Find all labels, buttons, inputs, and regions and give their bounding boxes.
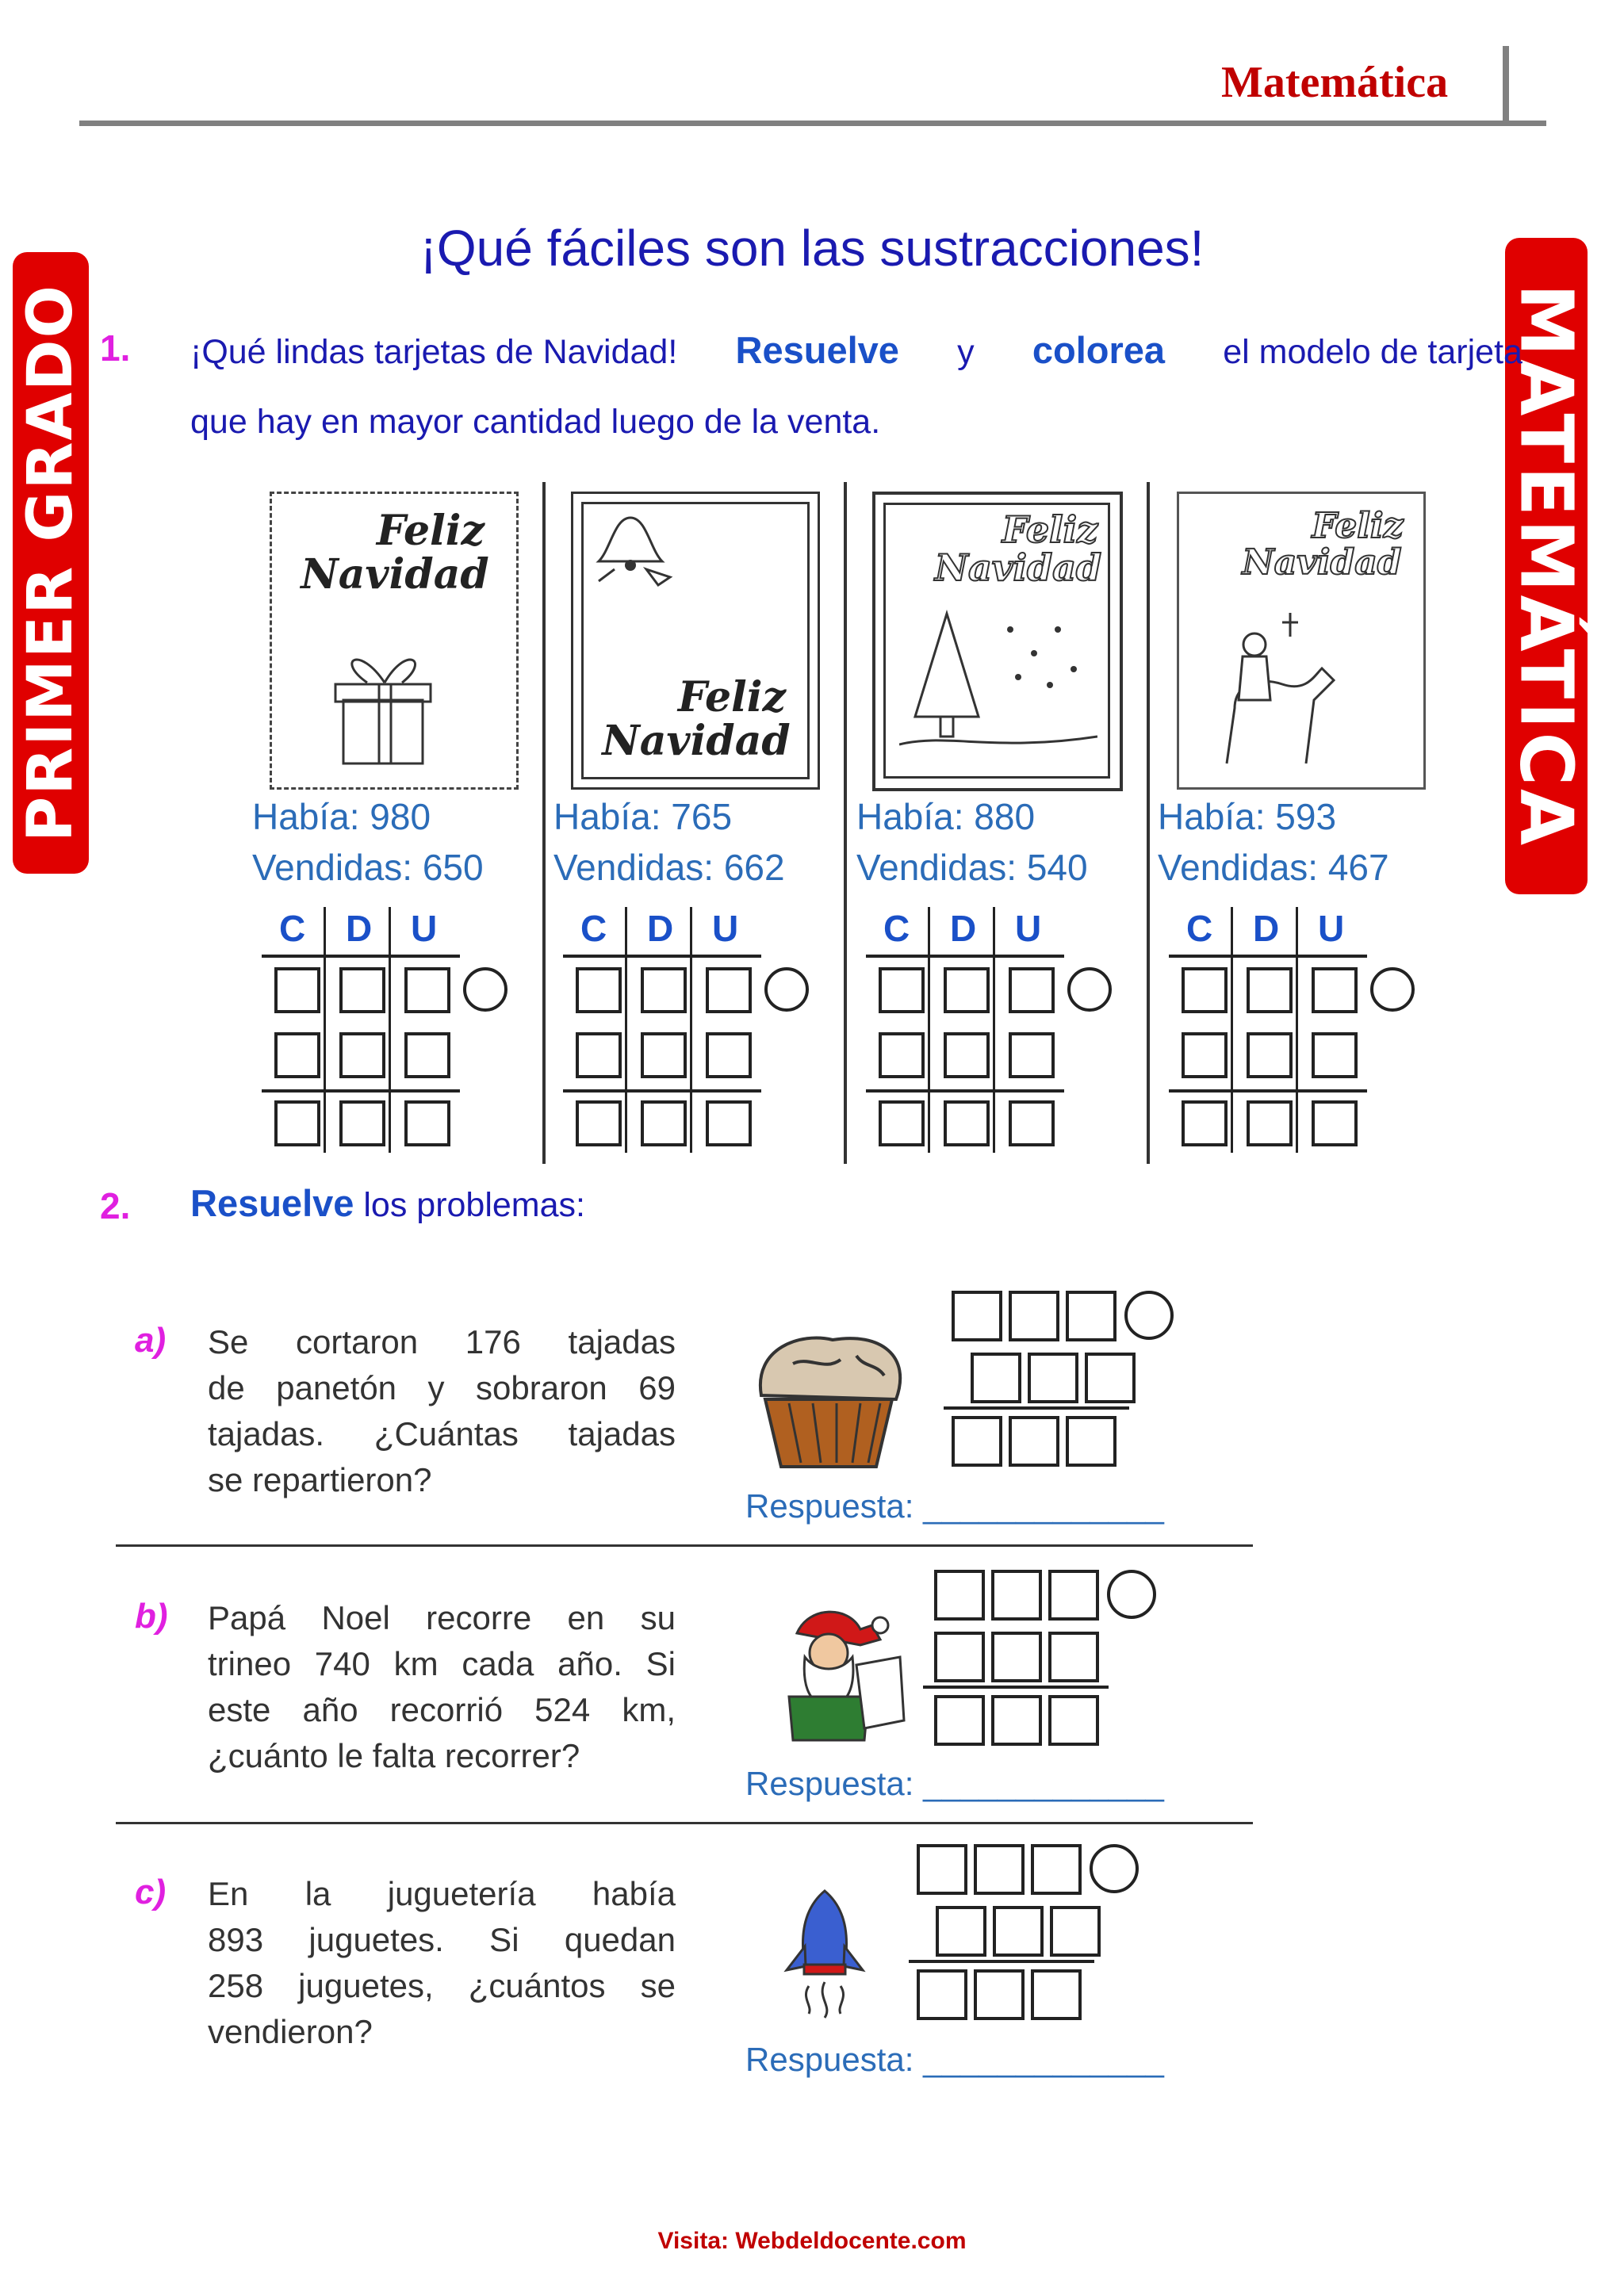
- question-1-rest-2: que hay en mayor cantidad luego de la venta.: [190, 403, 881, 441]
- problem-separator: [116, 1822, 1253, 1824]
- problem-a-line: Se cortaron 176 tajadas: [208, 1323, 676, 1360]
- grid-column-line: [324, 907, 326, 1153]
- hundreds-label: C: [1186, 908, 1213, 949]
- operator-circle[interactable]: [463, 967, 508, 1012]
- answer-box[interactable]: [404, 1032, 450, 1078]
- operator-circle[interactable]: [764, 967, 809, 1012]
- answer-box[interactable]: [1312, 1100, 1358, 1146]
- side-banner-grade: [13, 252, 89, 874]
- problem-separator: [116, 1544, 1253, 1547]
- question-2-rest: los problemas:: [363, 1186, 585, 1224]
- answer-box[interactable]: [576, 1032, 622, 1078]
- card-3-had: Había: 880: [856, 796, 1036, 837]
- problem-b-text: [208, 1595, 676, 1779]
- answer-box[interactable]: [1028, 1353, 1078, 1403]
- answer-box[interactable]: [339, 967, 385, 1013]
- card-separator: [844, 482, 847, 1164]
- units-label: U: [712, 908, 739, 949]
- grid-column-line: [1231, 907, 1233, 1153]
- question-1-keyword-color: colorea: [1032, 329, 1166, 371]
- grid-column-line: [993, 907, 995, 1153]
- card-2-greeting: [589, 673, 803, 765]
- answer-box[interactable]: [1009, 1032, 1055, 1078]
- problem-b-line: Papá Noel recorre en su: [208, 1599, 676, 1636]
- card-4-sold: Vendidas: 467: [1158, 847, 1389, 888]
- card-2-greeting-line2: Navidad: [602, 716, 791, 765]
- answer-box[interactable]: [641, 1100, 687, 1146]
- answer-box[interactable]: [917, 1844, 967, 1895]
- header-subject: Matemática: [1221, 58, 1449, 107]
- problem-a-line: de panetón y sobraron 69: [208, 1369, 676, 1406]
- grid-header-line: [563, 955, 761, 958]
- side-banner-subject-text: MATEMÁTICA: [1503, 283, 1589, 849]
- header-divider: [1503, 46, 1509, 122]
- card-3-sold: Vendidas: 540: [856, 847, 1088, 888]
- hundreds-label: C: [883, 908, 910, 949]
- grid-result-line: [1169, 1089, 1367, 1093]
- grid-header-line: [262, 955, 460, 958]
- card-4-greeting: [1235, 506, 1409, 584]
- question-1-text: [190, 316, 1522, 457]
- question-2-keyword: Resuelve: [190, 1182, 354, 1224]
- card-2-sold: Vendidas: 662: [553, 847, 785, 888]
- answer-box[interactable]: [1009, 967, 1055, 1013]
- christmas-card-3: [872, 492, 1123, 791]
- card-1-greeting: [288, 507, 502, 599]
- answer-blank[interactable]: _____________: [923, 1765, 1164, 1802]
- answer-box[interactable]: [991, 1632, 1042, 1682]
- grid-result-line: [262, 1089, 460, 1093]
- answer-box[interactable]: [944, 967, 990, 1013]
- answer-box[interactable]: [917, 1969, 967, 2020]
- problem-c-text: [208, 1871, 676, 2055]
- grid-column-line: [928, 907, 930, 1153]
- answer-box[interactable]: [706, 967, 752, 1013]
- question-1-intro: ¡Qué lindas tarjetas de Navidad!: [190, 333, 678, 371]
- card-4-had: Había: 593: [1158, 796, 1337, 837]
- problem-c-line: En la juguetería había: [208, 1875, 676, 1912]
- answer-box[interactable]: [974, 1969, 1025, 2020]
- tens-label: D: [346, 908, 373, 949]
- card-4-greeting-line2: Navidad: [1242, 542, 1402, 584]
- answer-box[interactable]: [404, 967, 450, 1013]
- answer-box[interactable]: [879, 1032, 925, 1078]
- answer-box[interactable]: [1048, 1695, 1099, 1746]
- answer-box[interactable]: [934, 1632, 985, 1682]
- christmas-card-2: [571, 492, 820, 790]
- answer-box[interactable]: [339, 1032, 385, 1078]
- answer-box[interactable]: [706, 1100, 752, 1146]
- answer-box[interactable]: [274, 1032, 320, 1078]
- card-1-greeting-line1: Feliz: [376, 507, 485, 555]
- problem-b-line: ¿cuánto le falta recorrer?: [208, 1737, 580, 1774]
- card-1-greeting-line2: Navidad: [301, 549, 489, 599]
- panettone-icon: [745, 1332, 912, 1475]
- answer-box[interactable]: [1048, 1570, 1099, 1621]
- card-4-stats: [1158, 791, 1389, 893]
- card-1-sold: Vendidas: 650: [252, 847, 484, 888]
- units-label: U: [1015, 908, 1042, 949]
- page-title: ¡Qué fáciles son las sustracciones!: [419, 220, 1205, 277]
- problem-a-line: tajadas. ¿Cuántas tajadas: [208, 1415, 676, 1452]
- problem-c-grid: [909, 1841, 1162, 2023]
- grid-result-line: [563, 1089, 761, 1093]
- problem-c-line: 258 juguetes, ¿cuántos se: [208, 1967, 676, 2004]
- answer-box[interactable]: [1085, 1353, 1136, 1403]
- problem-b-label: b): [135, 1597, 168, 1636]
- answer-box[interactable]: [1009, 1100, 1055, 1146]
- answer-box[interactable]: [576, 967, 622, 1013]
- grid-result-line: [909, 1960, 1094, 1963]
- card-1-stats: [252, 791, 484, 893]
- grid-column-line: [690, 907, 692, 1153]
- footer-link[interactable]: Visita: Webdeldocente.com: [657, 2228, 967, 2254]
- answer-box[interactable]: [944, 1100, 990, 1146]
- operator-circle[interactable]: [1067, 967, 1112, 1012]
- question-1-number: 1.: [100, 327, 131, 369]
- answer-box[interactable]: [1066, 1416, 1116, 1467]
- grid-column-line: [389, 907, 391, 1153]
- card-2-stats: [553, 791, 785, 893]
- answer-box[interactable]: [1312, 1032, 1358, 1078]
- answer-blank[interactable]: _____________: [923, 2041, 1164, 2078]
- answer-box[interactable]: [934, 1695, 985, 1746]
- card-separator: [542, 482, 546, 1164]
- card-3-greeting-line1: Feliz: [1002, 508, 1098, 551]
- answer-box[interactable]: [1182, 1100, 1228, 1146]
- answer-box[interactable]: [1312, 967, 1358, 1013]
- gift-icon: [320, 637, 446, 771]
- card-4-greeting-line1: Feliz: [1312, 506, 1404, 546]
- operator-circle[interactable]: [1090, 1844, 1139, 1893]
- card-2-greeting-line1: Feliz: [677, 673, 787, 721]
- bell-icon: [583, 502, 694, 589]
- answer-box[interactable]: [934, 1570, 985, 1621]
- tens-label: D: [950, 908, 977, 949]
- subtraction-grid-3: [866, 904, 1120, 1158]
- rocket-icon: [777, 1887, 872, 2022]
- operator-circle[interactable]: [1107, 1570, 1156, 1619]
- answer-box[interactable]: [641, 1032, 687, 1078]
- question-1-and: y: [957, 333, 975, 371]
- answer-box[interactable]: [993, 1906, 1044, 1957]
- problem-b-line: trineo 740 km cada año. Si: [208, 1645, 676, 1682]
- answer-box[interactable]: [1066, 1291, 1116, 1341]
- grid-header-line: [866, 955, 1064, 958]
- answer-box[interactable]: [274, 967, 320, 1013]
- answer-box[interactable]: [991, 1695, 1042, 1746]
- answer-label: Respuesta:: [745, 1765, 914, 1802]
- answer-box[interactable]: [936, 1906, 986, 1957]
- answer-box[interactable]: [1247, 967, 1293, 1013]
- units-label: U: [1318, 908, 1345, 949]
- answer-box[interactable]: [971, 1353, 1021, 1403]
- answer-box[interactable]: [1031, 1844, 1082, 1895]
- problem-c-line: 893 juguetes. Si quedan: [208, 1921, 676, 1958]
- answer-box[interactable]: [706, 1032, 752, 1078]
- tens-label: D: [647, 908, 674, 949]
- card-separator: [1147, 482, 1150, 1164]
- answer-box[interactable]: [641, 967, 687, 1013]
- operator-circle[interactable]: [1124, 1291, 1174, 1340]
- operator-circle[interactable]: [1370, 967, 1415, 1012]
- header-rule: [79, 121, 1546, 126]
- answer-box[interactable]: [1182, 967, 1228, 1013]
- side-banner-grade-text: PRIMER GRADO: [15, 284, 86, 842]
- answer-box[interactable]: [1009, 1291, 1059, 1341]
- grid-result-line: [944, 1406, 1129, 1410]
- card-1-had: Había: 980: [252, 796, 431, 837]
- question-1-keyword-resolve: Resuelve: [735, 329, 899, 371]
- subtraction-grid-2: [563, 904, 817, 1158]
- answer-box[interactable]: [339, 1100, 385, 1146]
- answer-box[interactable]: [879, 967, 925, 1013]
- answer-box[interactable]: [952, 1291, 1002, 1341]
- hundreds-label: C: [279, 908, 306, 949]
- card-3-greeting-line2: Navidad: [934, 546, 1102, 590]
- answer-box[interactable]: [944, 1032, 990, 1078]
- problem-a-line: se repartieron?: [208, 1461, 432, 1498]
- answer-blank[interactable]: _____________: [923, 1487, 1164, 1525]
- answer-box[interactable]: [576, 1100, 622, 1146]
- problem-b-answer: [745, 1765, 1164, 1803]
- answer-box[interactable]: [1182, 1032, 1228, 1078]
- answer-box[interactable]: [952, 1416, 1002, 1467]
- answer-label: Respuesta:: [745, 1487, 914, 1525]
- answer-box[interactable]: [274, 1100, 320, 1146]
- problem-a-label: a): [135, 1321, 167, 1360]
- subtraction-grid-1: [262, 904, 515, 1158]
- card-2-had: Había: 765: [553, 796, 733, 837]
- problem-c-line: vendieron?: [208, 2013, 373, 2050]
- answer-box[interactable]: [1247, 1032, 1293, 1078]
- answer-box[interactable]: [1048, 1632, 1099, 1682]
- santa-claus-icon: [761, 1601, 912, 1752]
- answer-box[interactable]: [404, 1100, 450, 1146]
- grid-column-line: [625, 907, 627, 1153]
- answer-box[interactable]: [1031, 1969, 1082, 2020]
- problem-a-answer: [745, 1487, 1164, 1525]
- christmas-card-4: [1177, 492, 1426, 790]
- grid-column-line: [1296, 907, 1298, 1153]
- answer-box[interactable]: [991, 1570, 1042, 1621]
- answer-box[interactable]: [1050, 1906, 1101, 1957]
- tens-label: D: [1253, 908, 1280, 949]
- problem-b-grid: [926, 1567, 1180, 1749]
- answer-label: Respuesta:: [745, 2041, 914, 2078]
- grid-header-line: [1169, 955, 1367, 958]
- card-3-stats: [856, 791, 1088, 893]
- answer-box[interactable]: [1009, 1416, 1059, 1467]
- grid-result-line: [866, 1089, 1064, 1093]
- answer-box[interactable]: [879, 1100, 925, 1146]
- hundreds-label: C: [580, 908, 607, 949]
- grid-result-line: [923, 1686, 1109, 1689]
- christmas-card-1: [270, 492, 519, 790]
- subtraction-grid-4: [1169, 904, 1423, 1158]
- tree-icon: [899, 598, 1097, 764]
- camel-rider-icon: [1195, 605, 1354, 779]
- problem-c-label: c): [135, 1873, 167, 1911]
- problem-c-answer: [745, 2041, 1164, 2079]
- question-2-text: [190, 1169, 585, 1240]
- question-1-rest-1: el modelo de tarjeta: [1223, 333, 1522, 371]
- problem-a-grid: [944, 1288, 1197, 1470]
- problem-a-text: [208, 1319, 676, 1503]
- answer-box[interactable]: [974, 1844, 1025, 1895]
- answer-box[interactable]: [1247, 1100, 1293, 1146]
- problem-b-line: este año recorrió 524 km,: [208, 1691, 676, 1728]
- units-label: U: [411, 908, 438, 949]
- question-2-number: 2.: [100, 1185, 131, 1226]
- card-3-greeting: [931, 508, 1105, 590]
